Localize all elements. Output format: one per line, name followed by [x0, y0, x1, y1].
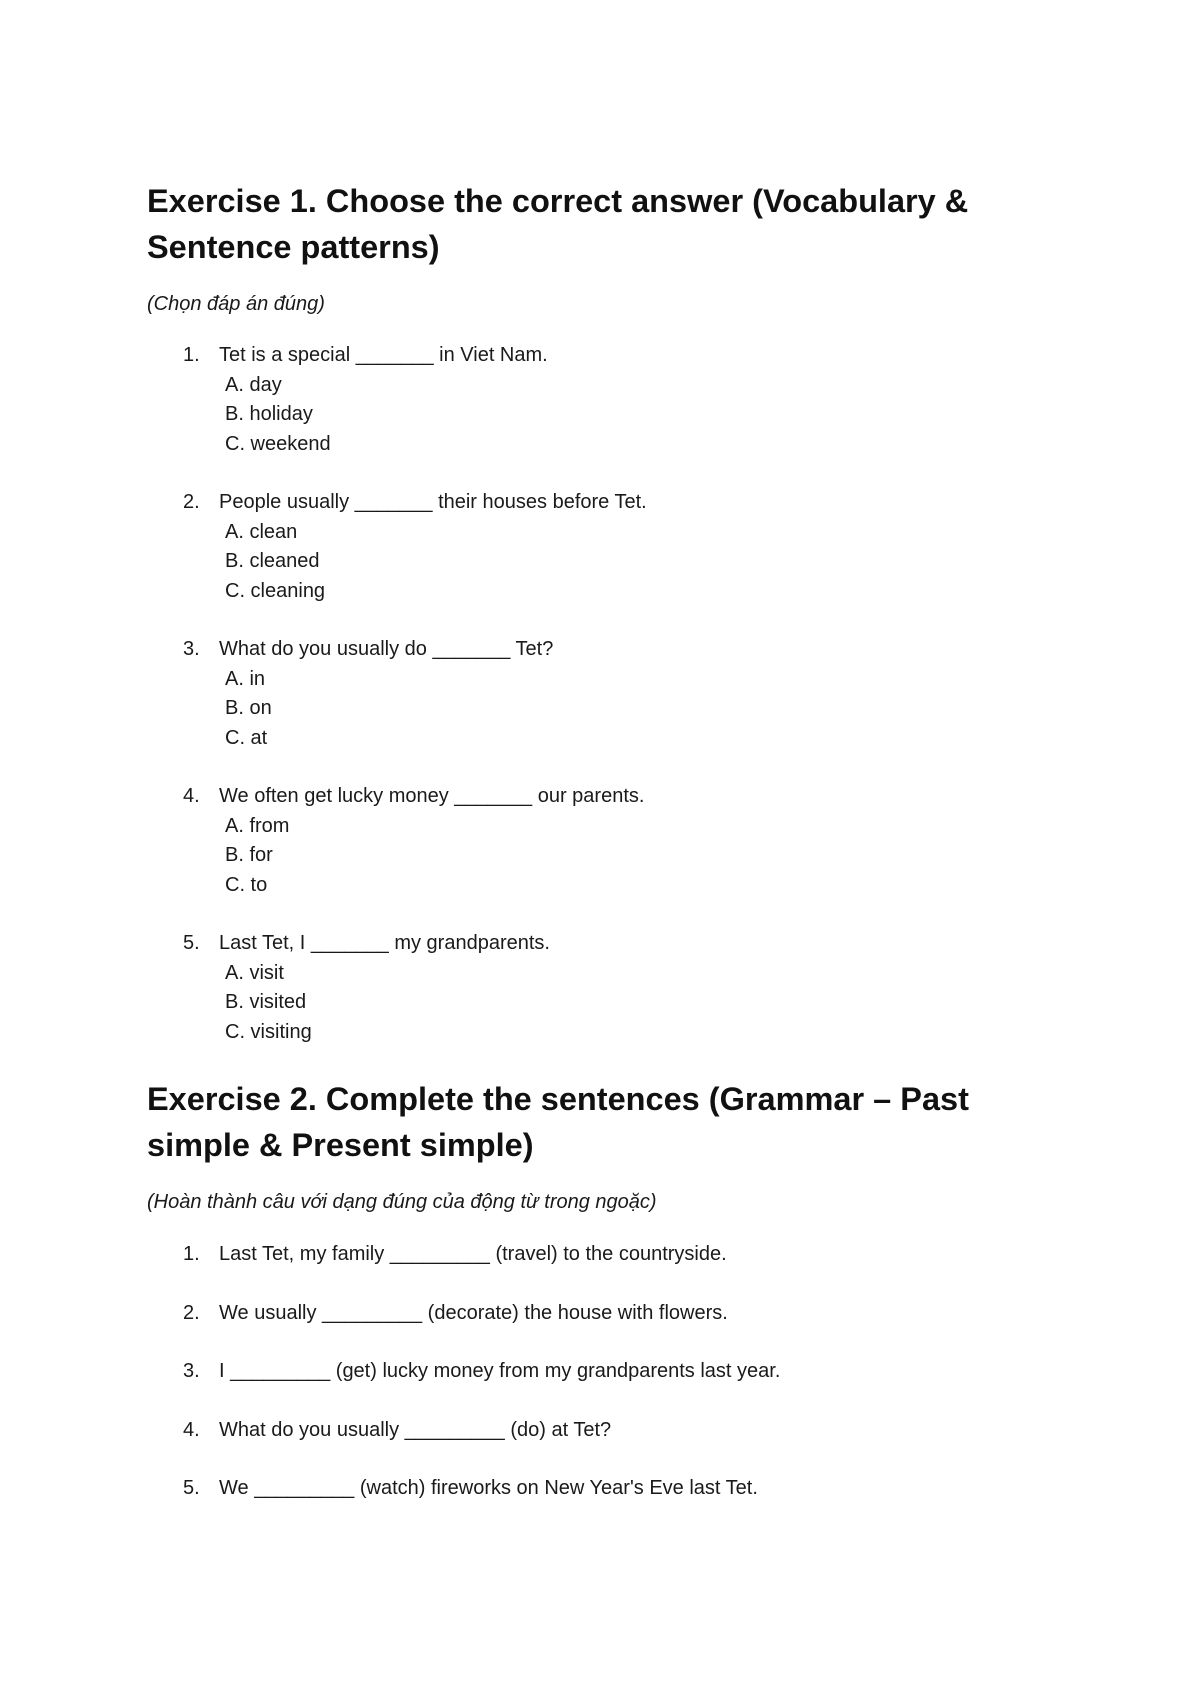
- exercise-2-heading: Exercise 2. Complete the sentences (Grammar – Past simple & Present simple): [147, 1081, 969, 1163]
- exercise-1-section: [147, 178, 1200, 1047]
- question-text: Tet is a special _______ in Viet Nam.: [219, 344, 548, 366]
- exercise-2-question-5: [147, 1474, 1200, 1504]
- question-number: 5.: [183, 1477, 200, 1499]
- exercise-1-question-4: [147, 782, 1200, 900]
- exercise-1-question-5: [147, 929, 1200, 1047]
- option-a: A. visit: [225, 961, 284, 984]
- exercise-2-question-2: [147, 1299, 1200, 1329]
- exercise-2-question-1: [147, 1240, 1200, 1270]
- option-a: A. from: [225, 814, 290, 837]
- answer-options: [219, 518, 1200, 607]
- exercise-2-section: [147, 1076, 1200, 1504]
- option-b: B. on: [225, 697, 272, 719]
- option-a: A. clean: [225, 520, 298, 543]
- exercise-1-question-1: [147, 341, 1200, 459]
- option-b: B. cleaned: [225, 550, 320, 572]
- answer-options: [219, 959, 1200, 1048]
- question-number: 4.: [183, 1418, 200, 1441]
- question-text: Last Tet, my family _________ (travel) to the countryside.: [219, 1243, 727, 1265]
- exercise-1-question-3: [147, 635, 1200, 753]
- answer-options: [219, 371, 1200, 460]
- exercise-1-instruction: (Chọn đáp án đúng): [147, 293, 325, 315]
- answer-options: [219, 665, 1200, 754]
- question-number: 2.: [183, 491, 200, 513]
- question-number: 3.: [183, 1360, 200, 1382]
- option-c: C. weekend: [225, 432, 331, 455]
- exercise-2-question-3: [147, 1357, 1200, 1387]
- question-text: We usually _________ (decorate) the house with flowers.: [219, 1301, 728, 1324]
- question-number: 2.: [183, 1301, 200, 1324]
- exercise-1-heading: Exercise 1. Choose the correct answer (Vocabulary & Sentence patterns): [147, 183, 969, 265]
- option-c: C. at: [225, 726, 268, 749]
- exercise-1-question-list: [147, 341, 1200, 1047]
- question-number: 3.: [183, 638, 200, 660]
- question-number: 1.: [183, 1243, 200, 1265]
- question-text: What do you usually _________ (do) at Tet?: [219, 1418, 612, 1441]
- option-b: B. visited: [225, 991, 307, 1013]
- option-a: A. day: [225, 373, 282, 396]
- question-text: We often get lucky money _______ our parents.: [219, 785, 645, 807]
- option-c: C. visiting: [225, 1020, 312, 1043]
- question-text: People usually _______ their houses before Tet.: [219, 491, 647, 513]
- question-number: 5.: [183, 932, 200, 954]
- question-text: What do you usually do _______ Tet?: [219, 638, 554, 660]
- question-text: I _________ (get) lucky money from my grandparents last year.: [219, 1360, 781, 1382]
- question-text: We _________ (watch) fireworks on New Year's Eve last Tet.: [219, 1477, 758, 1499]
- question-text: Last Tet, I _______ my grandparents.: [219, 932, 550, 954]
- question-number: 1.: [183, 344, 200, 366]
- option-c: C. cleaning: [225, 579, 326, 602]
- option-c: C. to: [225, 873, 268, 896]
- exercise-2-question-list: [147, 1240, 1200, 1504]
- question-number: 4.: [183, 785, 200, 807]
- option-a: A. in: [225, 667, 266, 690]
- exercise-1-question-2: [147, 488, 1200, 606]
- answer-options: [219, 812, 1200, 901]
- option-b: B. holiday: [225, 403, 313, 425]
- exercise-2-question-4: [147, 1416, 1200, 1446]
- exercise-2-instruction: (Hoàn thành câu với dạng đúng của động từ trong ngoặc): [147, 1191, 657, 1213]
- option-b: B. for: [225, 844, 273, 866]
